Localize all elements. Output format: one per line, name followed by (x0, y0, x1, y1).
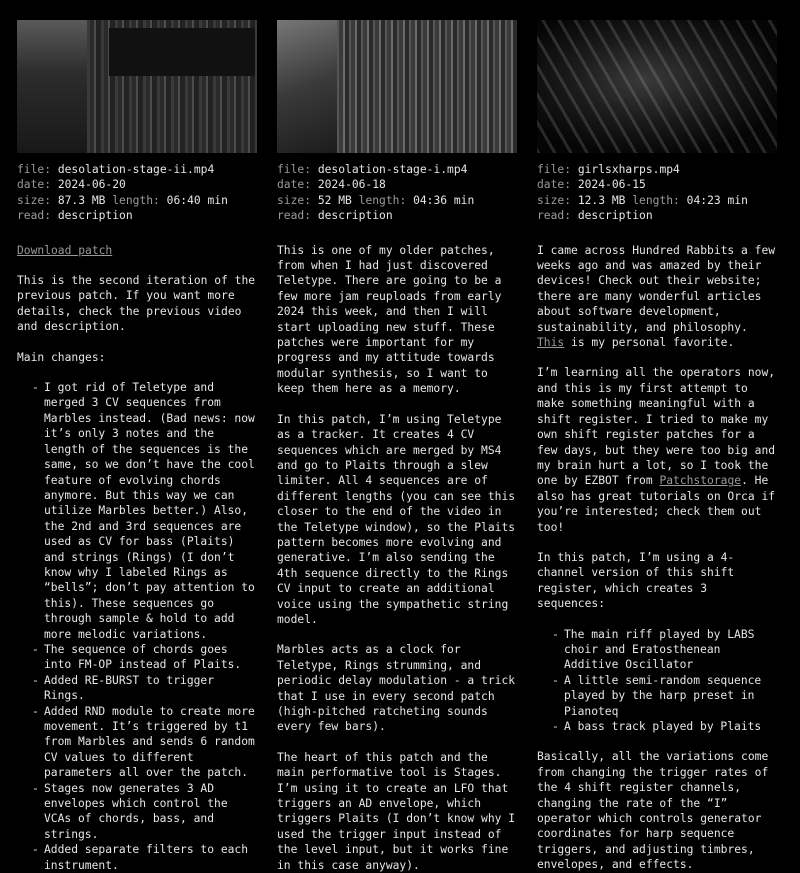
file-name: girlsxharps.mp4 (577, 163, 680, 176)
list-item: - Stages now generates 3 AD envelopes which control the VCAs of chords, bass, and strings. (44, 781, 257, 843)
length-label: length: (632, 193, 680, 207)
date-label: date: (17, 178, 52, 192)
read-description-toggle[interactable]: description (317, 209, 393, 223)
read-label: read: (277, 209, 312, 223)
file-label: file: (277, 163, 312, 176)
file-length: 04:23 min (686, 193, 748, 207)
list-item: - Added separate filters to each instrument. (44, 842, 257, 873)
file-size: 87.3 MB (57, 193, 106, 207)
video-entry-3 (537, 20, 777, 873)
description-paragraph: Main changes: (17, 350, 106, 364)
paragraph-text: . He also has great tutorials on Orca if you’re interested; check them out too! (537, 474, 776, 534)
date-label: date: (277, 178, 312, 192)
description-paragraph: In this patch, I’m using Teletype as a tracker. It creates 4 CV sequences which are merged by MS4 and go to Plaits through a slew limiter. All 4 sequences are of different lengths (you can see this closer to the end of the video in the Teletype window), so the Plaits pattern becomes more evolving and generative. I’m also sending the 4th sequence directly to the Rings CV input to create an additional voice using the sympathetic string model. (277, 412, 516, 626)
list-item: - The main riff played by LABS choir and Eratosthenean Additive Oscillator (564, 627, 777, 673)
read-description-toggle[interactable]: description (577, 209, 653, 223)
file-date: 2024-06-18 (317, 178, 386, 192)
file-date: 2024-06-15 (577, 178, 646, 192)
video-entry-2 (277, 20, 517, 873)
paragraph-text: I came across Hundred Rabbits a few weeks ago and was amazed by their devices! Check out their website; there are many wonderful articles about software development, sustainability, and philosophy. (537, 243, 776, 334)
video-thumbnail[interactable] (537, 20, 777, 153)
list-item: - A little semi-random sequence played by the harp preset in Pianoteq (564, 673, 777, 719)
file-size: 52 MB (317, 193, 352, 207)
size-label: size: (537, 193, 572, 207)
read-description-toggle[interactable]: description (57, 209, 133, 223)
changes-list (17, 380, 257, 873)
size-label: size: (277, 193, 312, 207)
description-paragraph (537, 365, 777, 534)
read-label: read: (17, 209, 52, 223)
length-label: length: (358, 193, 407, 207)
date-label: date: (537, 178, 572, 192)
file-meta (17, 162, 257, 224)
description-paragraph: This is one of my older patches, from when I had just discovered Teletype. There are going to be a few more jam reuploads from early 2024 this week, and then I will start uploading new stuff. These patches were important for my progress and my attitude towards modular synthesis, so I want to keep them here as a memory. (277, 243, 502, 396)
description-paragraph: This is the second iteration of the previous patch. If you want more details, check the previous video and description. (17, 274, 256, 334)
description-paragraph (537, 243, 777, 351)
video-entry-1 (17, 20, 257, 873)
list-item: - The sequence of chords goes into FM-OP instead of Plaits. (44, 642, 257, 673)
list-item: - A bass track played by Plaits (564, 719, 777, 734)
list-item: - I got rid of Teletype and merged 3 CV sequences from Marbles instead. (Bad news: now it’s only 3 notes and the length of the sequences is the same, so we don’t have the cool feature of evolving chords anymore. But this way we can utilize Marbles better.) Also, the 2nd and 3rd sequences are used as CV for bass (Plaits) and strings (Rings) (I don’t know why I labeled Rings as “bells”; don’t pay attention to this). These sequences go through sample & hold to add more melodic variations. (44, 380, 257, 642)
description-paragraph: Marbles acts as a clock for Teletype, Rings strumming, and periodic delay modulation - a trick that I use in every second patch (high-pitched ratcheting sounds every few bars). (277, 643, 516, 734)
file-size: 12.3 MB (577, 193, 626, 207)
description-paragraph: Basically, all the variations come from changing the trigger rates of the 4 shift register channels, changing the rate of the “I” operator which controls generator coordinates for harp sequence triggers, and adjusting timbres, envelopes, and effects. (537, 750, 769, 872)
file-label: file: (17, 163, 52, 176)
file-length: 04:36 min (413, 193, 475, 207)
thumbnail-image-detail (277, 20, 337, 153)
thumbnail-image-detail (17, 20, 87, 153)
patchstorage-link[interactable]: Patchstorage (659, 474, 742, 488)
file-meta (277, 162, 517, 224)
favorite-article-link[interactable]: This (537, 336, 565, 350)
file-name: desolation-stage-i.mp4 (317, 163, 468, 176)
file-date: 2024-06-20 (57, 178, 126, 192)
video-thumbnail[interactable] (277, 20, 517, 153)
paragraph-text: is my personal favorite. (564, 336, 735, 350)
sequences-list (537, 627, 777, 735)
size-label: size: (17, 193, 52, 207)
thumbnail-image-detail (109, 28, 255, 76)
video-thumbnail[interactable] (17, 20, 257, 153)
file-meta (537, 162, 777, 224)
download-patch-link[interactable]: Download patch (17, 243, 113, 257)
description-paragraph: In this patch, I’m using a 4-channel version of this shift register, which creates 3 sequences: (537, 550, 735, 611)
thumbnail-image-detail (537, 20, 777, 153)
file-length: 06:40 min (166, 193, 228, 207)
paragraph-text: I’m learning all the operators now, and this is my first attempt to make something meaningful with a shift register. I tried to make my own shift register patches for a few days, but they were too big and my brain hurt a lot, so I took the one by EZBOT from (537, 366, 776, 488)
description-paragraph: The heart of this patch and the main performative tool is Stages. I’m using it to create an LFO that triggers an AD envelope, which triggers Plaits (I don’t know why I used the trigger input instead of the level input, but it works fine in this case anyway). (277, 750, 516, 872)
file-name: desolation-stage-ii.mp4 (57, 163, 215, 176)
file-label: file: (537, 163, 572, 176)
list-item: - Added RE-BURST to trigger Rings. (44, 673, 257, 704)
list-item: - Added RND module to create more movement. It’s triggered by t1 from Marbles and sends 6 random CV values to different parameters all over the patch. (44, 704, 257, 781)
length-label: length: (112, 193, 160, 207)
read-label: read: (537, 209, 572, 223)
